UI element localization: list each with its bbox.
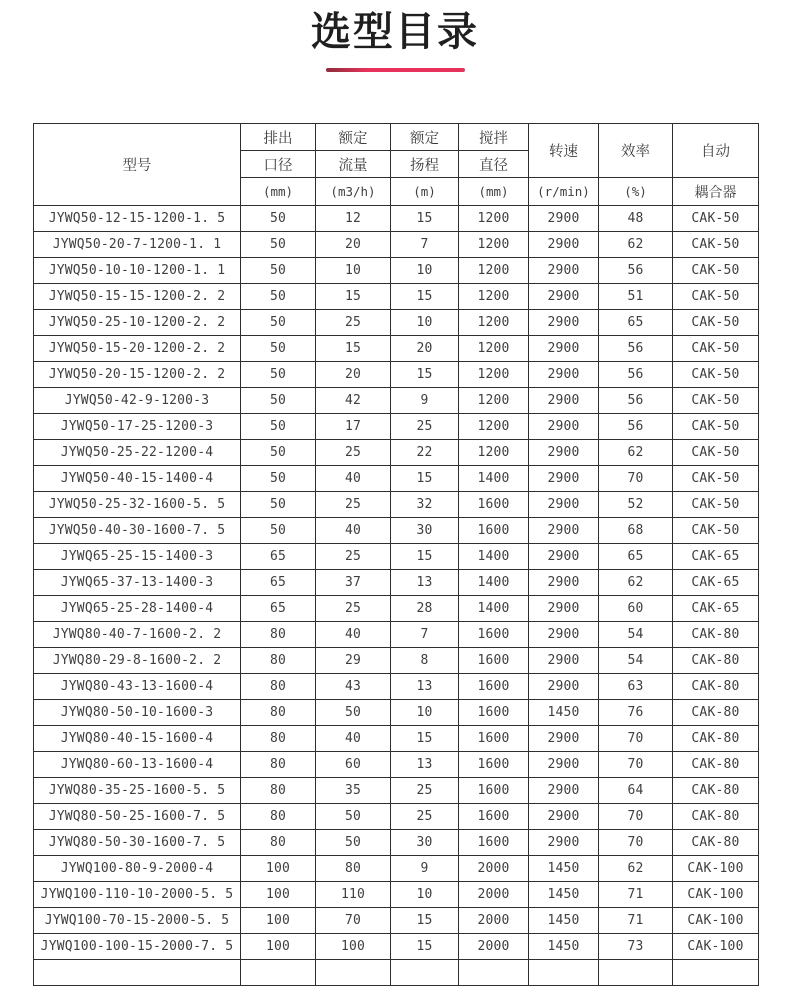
header-head-line1: 额定: [391, 124, 459, 151]
flow-cell: 50: [316, 700, 391, 726]
head-cell: 15: [391, 544, 459, 570]
head-cell: 15: [391, 284, 459, 310]
outlet-cell: 100: [241, 882, 316, 908]
speed-cell: 2900: [529, 388, 599, 414]
outlet-cell: 50: [241, 466, 316, 492]
head-cell: 30: [391, 518, 459, 544]
model-cell: JYWQ50-40-30-1600-7. 5: [34, 518, 241, 544]
table-header: [34, 124, 759, 206]
efficiency-cell: 62: [599, 232, 673, 258]
head-cell: 25: [391, 778, 459, 804]
coupler-cell: CAK-50: [673, 440, 759, 466]
head-cell: 32: [391, 492, 459, 518]
header-head-line2: 扬程: [391, 151, 459, 178]
outlet-cell: 80: [241, 674, 316, 700]
table-row: [34, 570, 759, 596]
stir-cell: 1200: [459, 388, 529, 414]
efficiency-cell: 54: [599, 622, 673, 648]
speed-cell: 1450: [529, 908, 599, 934]
stir-cell: 1600: [459, 726, 529, 752]
model-cell: JYWQ100-100-15-2000-7. 5: [34, 934, 241, 960]
table-body: [34, 206, 759, 986]
efficiency-cell: 64: [599, 778, 673, 804]
empty-cell: [529, 960, 599, 986]
coupler-cell: CAK-80: [673, 622, 759, 648]
efficiency-cell: 56: [599, 258, 673, 284]
coupler-cell: CAK-80: [673, 674, 759, 700]
head-cell: 15: [391, 362, 459, 388]
efficiency-cell: 56: [599, 388, 673, 414]
table-row: [34, 804, 759, 830]
outlet-cell: 50: [241, 206, 316, 232]
speed-cell: 2900: [529, 778, 599, 804]
speed-cell: 2900: [529, 804, 599, 830]
flow-cell: 110: [316, 882, 391, 908]
model-cell: JYWQ50-15-20-1200-2. 2: [34, 336, 241, 362]
efficiency-cell: 70: [599, 726, 673, 752]
outlet-cell: 50: [241, 440, 316, 466]
table-row: [34, 726, 759, 752]
table-row: [34, 934, 759, 960]
head-cell: 25: [391, 804, 459, 830]
model-cell: JYWQ65-25-15-1400-3: [34, 544, 241, 570]
outlet-cell: 100: [241, 856, 316, 882]
head-cell: 9: [391, 856, 459, 882]
flow-cell: 15: [316, 284, 391, 310]
head-cell: 15: [391, 908, 459, 934]
flow-cell: 43: [316, 674, 391, 700]
efficiency-cell: 65: [599, 544, 673, 570]
outlet-cell: 100: [241, 908, 316, 934]
flow-cell: 10: [316, 258, 391, 284]
header-row-1: [34, 124, 759, 151]
flow-cell: 42: [316, 388, 391, 414]
model-cell: JYWQ100-70-15-2000-5. 5: [34, 908, 241, 934]
head-cell: 25: [391, 414, 459, 440]
table-row: [34, 206, 759, 232]
empty-cell: [459, 960, 529, 986]
efficiency-cell: 70: [599, 466, 673, 492]
head-cell: 15: [391, 466, 459, 492]
flow-cell: 50: [316, 830, 391, 856]
flow-cell: 40: [316, 518, 391, 544]
head-cell: 22: [391, 440, 459, 466]
header-outlet-line2: 口径: [241, 151, 316, 178]
flow-cell: 29: [316, 648, 391, 674]
model-cell: JYWQ80-60-13-1600-4: [34, 752, 241, 778]
stir-cell: 1600: [459, 752, 529, 778]
stir-cell: 1600: [459, 778, 529, 804]
head-cell: 10: [391, 258, 459, 284]
title-underline: [326, 68, 465, 72]
outlet-cell: 50: [241, 232, 316, 258]
speed-cell: 2900: [529, 674, 599, 700]
flow-cell: 20: [316, 232, 391, 258]
page-title: 选型目录: [311, 9, 479, 55]
outlet-cell: 50: [241, 310, 316, 336]
speed-cell: 2900: [529, 310, 599, 336]
coupler-cell: CAK-50: [673, 284, 759, 310]
table-row: [34, 440, 759, 466]
model-cell: JYWQ50-25-22-1200-4: [34, 440, 241, 466]
outlet-cell: 50: [241, 518, 316, 544]
header-stir-line1: 搅拌: [459, 124, 529, 151]
coupler-cell: CAK-50: [673, 492, 759, 518]
header-speed-unit: (r/min): [529, 178, 599, 206]
table-row: [34, 882, 759, 908]
flow-cell: 40: [316, 622, 391, 648]
stir-cell: 1200: [459, 232, 529, 258]
efficiency-cell: 62: [599, 440, 673, 466]
head-cell: 13: [391, 570, 459, 596]
speed-cell: 2900: [529, 518, 599, 544]
model-cell: JYWQ50-10-10-1200-1. 1: [34, 258, 241, 284]
outlet-cell: 50: [241, 336, 316, 362]
head-cell: 8: [391, 648, 459, 674]
model-cell: JYWQ50-25-32-1600-5. 5: [34, 492, 241, 518]
speed-cell: 2900: [529, 830, 599, 856]
stir-cell: 1400: [459, 596, 529, 622]
table-row: [34, 518, 759, 544]
outlet-cell: 80: [241, 778, 316, 804]
table-row: [34, 310, 759, 336]
coupler-cell: CAK-100: [673, 882, 759, 908]
table-row: [34, 622, 759, 648]
table-row: [34, 414, 759, 440]
flow-cell: 25: [316, 544, 391, 570]
stir-cell: 1600: [459, 622, 529, 648]
speed-cell: 2900: [529, 752, 599, 778]
outlet-cell: 50: [241, 258, 316, 284]
outlet-cell: 80: [241, 752, 316, 778]
outlet-cell: 50: [241, 388, 316, 414]
table-row: [34, 700, 759, 726]
stir-cell: 1600: [459, 804, 529, 830]
stir-cell: 2000: [459, 908, 529, 934]
head-cell: 28: [391, 596, 459, 622]
head-cell: 10: [391, 882, 459, 908]
clipped-row: [34, 960, 759, 986]
stir-cell: 2000: [459, 934, 529, 960]
table-row: [34, 856, 759, 882]
table-row: [34, 284, 759, 310]
model-cell: JYWQ50-17-25-1200-3: [34, 414, 241, 440]
stir-cell: 1400: [459, 570, 529, 596]
table-row: [34, 596, 759, 622]
head-cell: 13: [391, 752, 459, 778]
table-row: [34, 336, 759, 362]
table-row: [34, 388, 759, 414]
efficiency-cell: 48: [599, 206, 673, 232]
flow-cell: 25: [316, 310, 391, 336]
header-coupler-line2: 耦合器: [673, 178, 759, 206]
table-row: [34, 752, 759, 778]
table-row: [34, 232, 759, 258]
coupler-cell: CAK-100: [673, 934, 759, 960]
empty-cell: [599, 960, 673, 986]
coupler-cell: CAK-80: [673, 648, 759, 674]
model-cell: JYWQ50-25-10-1200-2. 2: [34, 310, 241, 336]
speed-cell: 2900: [529, 206, 599, 232]
stir-cell: 2000: [459, 856, 529, 882]
selection-table: [33, 123, 759, 986]
flow-cell: 25: [316, 596, 391, 622]
model-cell: JYWQ80-29-8-1600-2. 2: [34, 648, 241, 674]
speed-cell: 1450: [529, 856, 599, 882]
model-cell: JYWQ50-20-7-1200-1. 1: [34, 232, 241, 258]
head-cell: 15: [391, 726, 459, 752]
coupler-cell: CAK-50: [673, 518, 759, 544]
stir-cell: 1600: [459, 674, 529, 700]
head-cell: 7: [391, 232, 459, 258]
head-cell: 15: [391, 206, 459, 232]
coupler-cell: CAK-50: [673, 414, 759, 440]
table-row: [34, 258, 759, 284]
coupler-cell: CAK-80: [673, 726, 759, 752]
stir-cell: 1200: [459, 310, 529, 336]
table-row: [34, 778, 759, 804]
coupler-cell: CAK-80: [673, 830, 759, 856]
coupler-cell: CAK-65: [673, 596, 759, 622]
flow-cell: 37: [316, 570, 391, 596]
efficiency-cell: 56: [599, 362, 673, 388]
coupler-cell: CAK-65: [673, 544, 759, 570]
efficiency-cell: 54: [599, 648, 673, 674]
table-row: [34, 362, 759, 388]
table-row: [34, 908, 759, 934]
coupler-cell: CAK-80: [673, 804, 759, 830]
speed-cell: 2900: [529, 414, 599, 440]
flow-cell: 70: [316, 908, 391, 934]
stir-cell: 1200: [459, 414, 529, 440]
speed-cell: 2900: [529, 336, 599, 362]
speed-cell: 2900: [529, 570, 599, 596]
coupler-cell: CAK-80: [673, 752, 759, 778]
stir-cell: 1200: [459, 336, 529, 362]
outlet-cell: 50: [241, 414, 316, 440]
flow-cell: 50: [316, 804, 391, 830]
coupler-cell: CAK-50: [673, 206, 759, 232]
flow-cell: 12: [316, 206, 391, 232]
model-cell: JYWQ80-43-13-1600-4: [34, 674, 241, 700]
outlet-cell: 80: [241, 648, 316, 674]
table-row: [34, 830, 759, 856]
head-cell: 15: [391, 934, 459, 960]
flow-cell: 25: [316, 440, 391, 466]
efficiency-cell: 71: [599, 882, 673, 908]
efficiency-cell: 52: [599, 492, 673, 518]
header-speed: 转速: [529, 124, 599, 178]
stir-cell: 1600: [459, 492, 529, 518]
outlet-cell: 80: [241, 622, 316, 648]
speed-cell: 2900: [529, 492, 599, 518]
header-head-unit: (m): [391, 178, 459, 206]
speed-cell: 1450: [529, 934, 599, 960]
outlet-cell: 65: [241, 596, 316, 622]
speed-cell: 2900: [529, 596, 599, 622]
outlet-cell: 50: [241, 492, 316, 518]
head-cell: 10: [391, 310, 459, 336]
head-cell: 10: [391, 700, 459, 726]
efficiency-cell: 51: [599, 284, 673, 310]
header-efficiency: 效率: [599, 124, 673, 178]
coupler-cell: CAK-100: [673, 908, 759, 934]
coupler-cell: CAK-100: [673, 856, 759, 882]
model-cell: JYWQ100-80-9-2000-4: [34, 856, 241, 882]
header-flow-line1: 额定: [316, 124, 391, 151]
coupler-cell: CAK-80: [673, 778, 759, 804]
stir-cell: 1600: [459, 830, 529, 856]
head-cell: 20: [391, 336, 459, 362]
model-cell: JYWQ50-12-15-1200-1. 5: [34, 206, 241, 232]
model-cell: JYWQ80-50-30-1600-7. 5: [34, 830, 241, 856]
flow-cell: 17: [316, 414, 391, 440]
header-coupler-line1: 自动: [673, 124, 759, 178]
efficiency-cell: 60: [599, 596, 673, 622]
efficiency-cell: 62: [599, 570, 673, 596]
empty-cell: [34, 960, 241, 986]
flow-cell: 20: [316, 362, 391, 388]
coupler-cell: CAK-80: [673, 700, 759, 726]
stir-cell: 1200: [459, 362, 529, 388]
model-cell: JYWQ50-42-9-1200-3: [34, 388, 241, 414]
table-row: [34, 466, 759, 492]
empty-cell: [316, 960, 391, 986]
speed-cell: 2900: [529, 648, 599, 674]
head-cell: 13: [391, 674, 459, 700]
head-cell: 7: [391, 622, 459, 648]
speed-cell: 2900: [529, 362, 599, 388]
outlet-cell: 80: [241, 726, 316, 752]
coupler-cell: CAK-50: [673, 258, 759, 284]
coupler-cell: CAK-50: [673, 388, 759, 414]
outlet-cell: 80: [241, 830, 316, 856]
table-row: [34, 648, 759, 674]
stir-cell: 1400: [459, 544, 529, 570]
stir-cell: 1200: [459, 440, 529, 466]
header-model: 型号: [34, 124, 241, 206]
coupler-cell: CAK-50: [673, 232, 759, 258]
stir-cell: 1600: [459, 700, 529, 726]
header-stir-unit: (mm): [459, 178, 529, 206]
stir-cell: 1200: [459, 284, 529, 310]
stir-cell: 1200: [459, 258, 529, 284]
flow-cell: 25: [316, 492, 391, 518]
model-cell: JYWQ50-20-15-1200-2. 2: [34, 362, 241, 388]
model-cell: JYWQ65-37-13-1400-3: [34, 570, 241, 596]
table-row: [34, 674, 759, 700]
coupler-cell: CAK-65: [673, 570, 759, 596]
speed-cell: 2900: [529, 726, 599, 752]
efficiency-cell: 73: [599, 934, 673, 960]
empty-cell: [673, 960, 759, 986]
efficiency-cell: 68: [599, 518, 673, 544]
stir-cell: 1400: [459, 466, 529, 492]
speed-cell: 1450: [529, 700, 599, 726]
head-cell: 30: [391, 830, 459, 856]
header-outlet-unit: (mm): [241, 178, 316, 206]
outlet-cell: 50: [241, 284, 316, 310]
flow-cell: 40: [316, 466, 391, 492]
efficiency-cell: 62: [599, 856, 673, 882]
speed-cell: 2900: [529, 466, 599, 492]
stir-cell: 1600: [459, 648, 529, 674]
efficiency-cell: 71: [599, 908, 673, 934]
efficiency-cell: 56: [599, 336, 673, 362]
stir-cell: 1600: [459, 518, 529, 544]
header-stir-line2: 直径: [459, 151, 529, 178]
flow-cell: 40: [316, 726, 391, 752]
model-cell: JYWQ100-110-10-2000-5. 5: [34, 882, 241, 908]
outlet-cell: 65: [241, 570, 316, 596]
coupler-cell: CAK-50: [673, 466, 759, 492]
speed-cell: 2900: [529, 440, 599, 466]
speed-cell: 2900: [529, 284, 599, 310]
outlet-cell: 100: [241, 934, 316, 960]
speed-cell: 2900: [529, 622, 599, 648]
model-cell: JYWQ80-50-25-1600-7. 5: [34, 804, 241, 830]
stir-cell: 1200: [459, 206, 529, 232]
outlet-cell: 65: [241, 544, 316, 570]
efficiency-cell: 56: [599, 414, 673, 440]
header-efficiency-unit: (%): [599, 178, 673, 206]
model-cell: JYWQ65-25-28-1400-4: [34, 596, 241, 622]
efficiency-cell: 65: [599, 310, 673, 336]
header-flow-line2: 流量: [316, 151, 391, 178]
empty-cell: [391, 960, 459, 986]
speed-cell: 2900: [529, 258, 599, 284]
head-cell: 9: [391, 388, 459, 414]
speed-cell: 2900: [529, 232, 599, 258]
header-outlet-line1: 排出: [241, 124, 316, 151]
speed-cell: 2900: [529, 544, 599, 570]
model-cell: JYWQ80-40-15-1600-4: [34, 726, 241, 752]
efficiency-cell: 70: [599, 752, 673, 778]
coupler-cell: CAK-50: [673, 362, 759, 388]
model-cell: JYWQ80-40-7-1600-2. 2: [34, 622, 241, 648]
model-cell: JYWQ80-35-25-1600-5. 5: [34, 778, 241, 804]
coupler-cell: CAK-50: [673, 310, 759, 336]
flow-cell: 15: [316, 336, 391, 362]
speed-cell: 1450: [529, 882, 599, 908]
flow-cell: 80: [316, 856, 391, 882]
stir-cell: 2000: [459, 882, 529, 908]
efficiency-cell: 70: [599, 804, 673, 830]
flow-cell: 35: [316, 778, 391, 804]
efficiency-cell: 70: [599, 830, 673, 856]
flow-cell: 60: [316, 752, 391, 778]
model-cell: JYWQ50-40-15-1400-4: [34, 466, 241, 492]
outlet-cell: 80: [241, 700, 316, 726]
model-cell: JYWQ80-50-10-1600-3: [34, 700, 241, 726]
model-cell: JYWQ50-15-15-1200-2. 2: [34, 284, 241, 310]
outlet-cell: 80: [241, 804, 316, 830]
empty-cell: [241, 960, 316, 986]
flow-cell: 100: [316, 934, 391, 960]
outlet-cell: 50: [241, 362, 316, 388]
header-flow-unit: (m3/h): [316, 178, 391, 206]
page: [0, 6, 790, 986]
table-row: [34, 492, 759, 518]
table-row: [34, 544, 759, 570]
efficiency-cell: 63: [599, 674, 673, 700]
coupler-cell: CAK-50: [673, 336, 759, 362]
efficiency-cell: 76: [599, 700, 673, 726]
